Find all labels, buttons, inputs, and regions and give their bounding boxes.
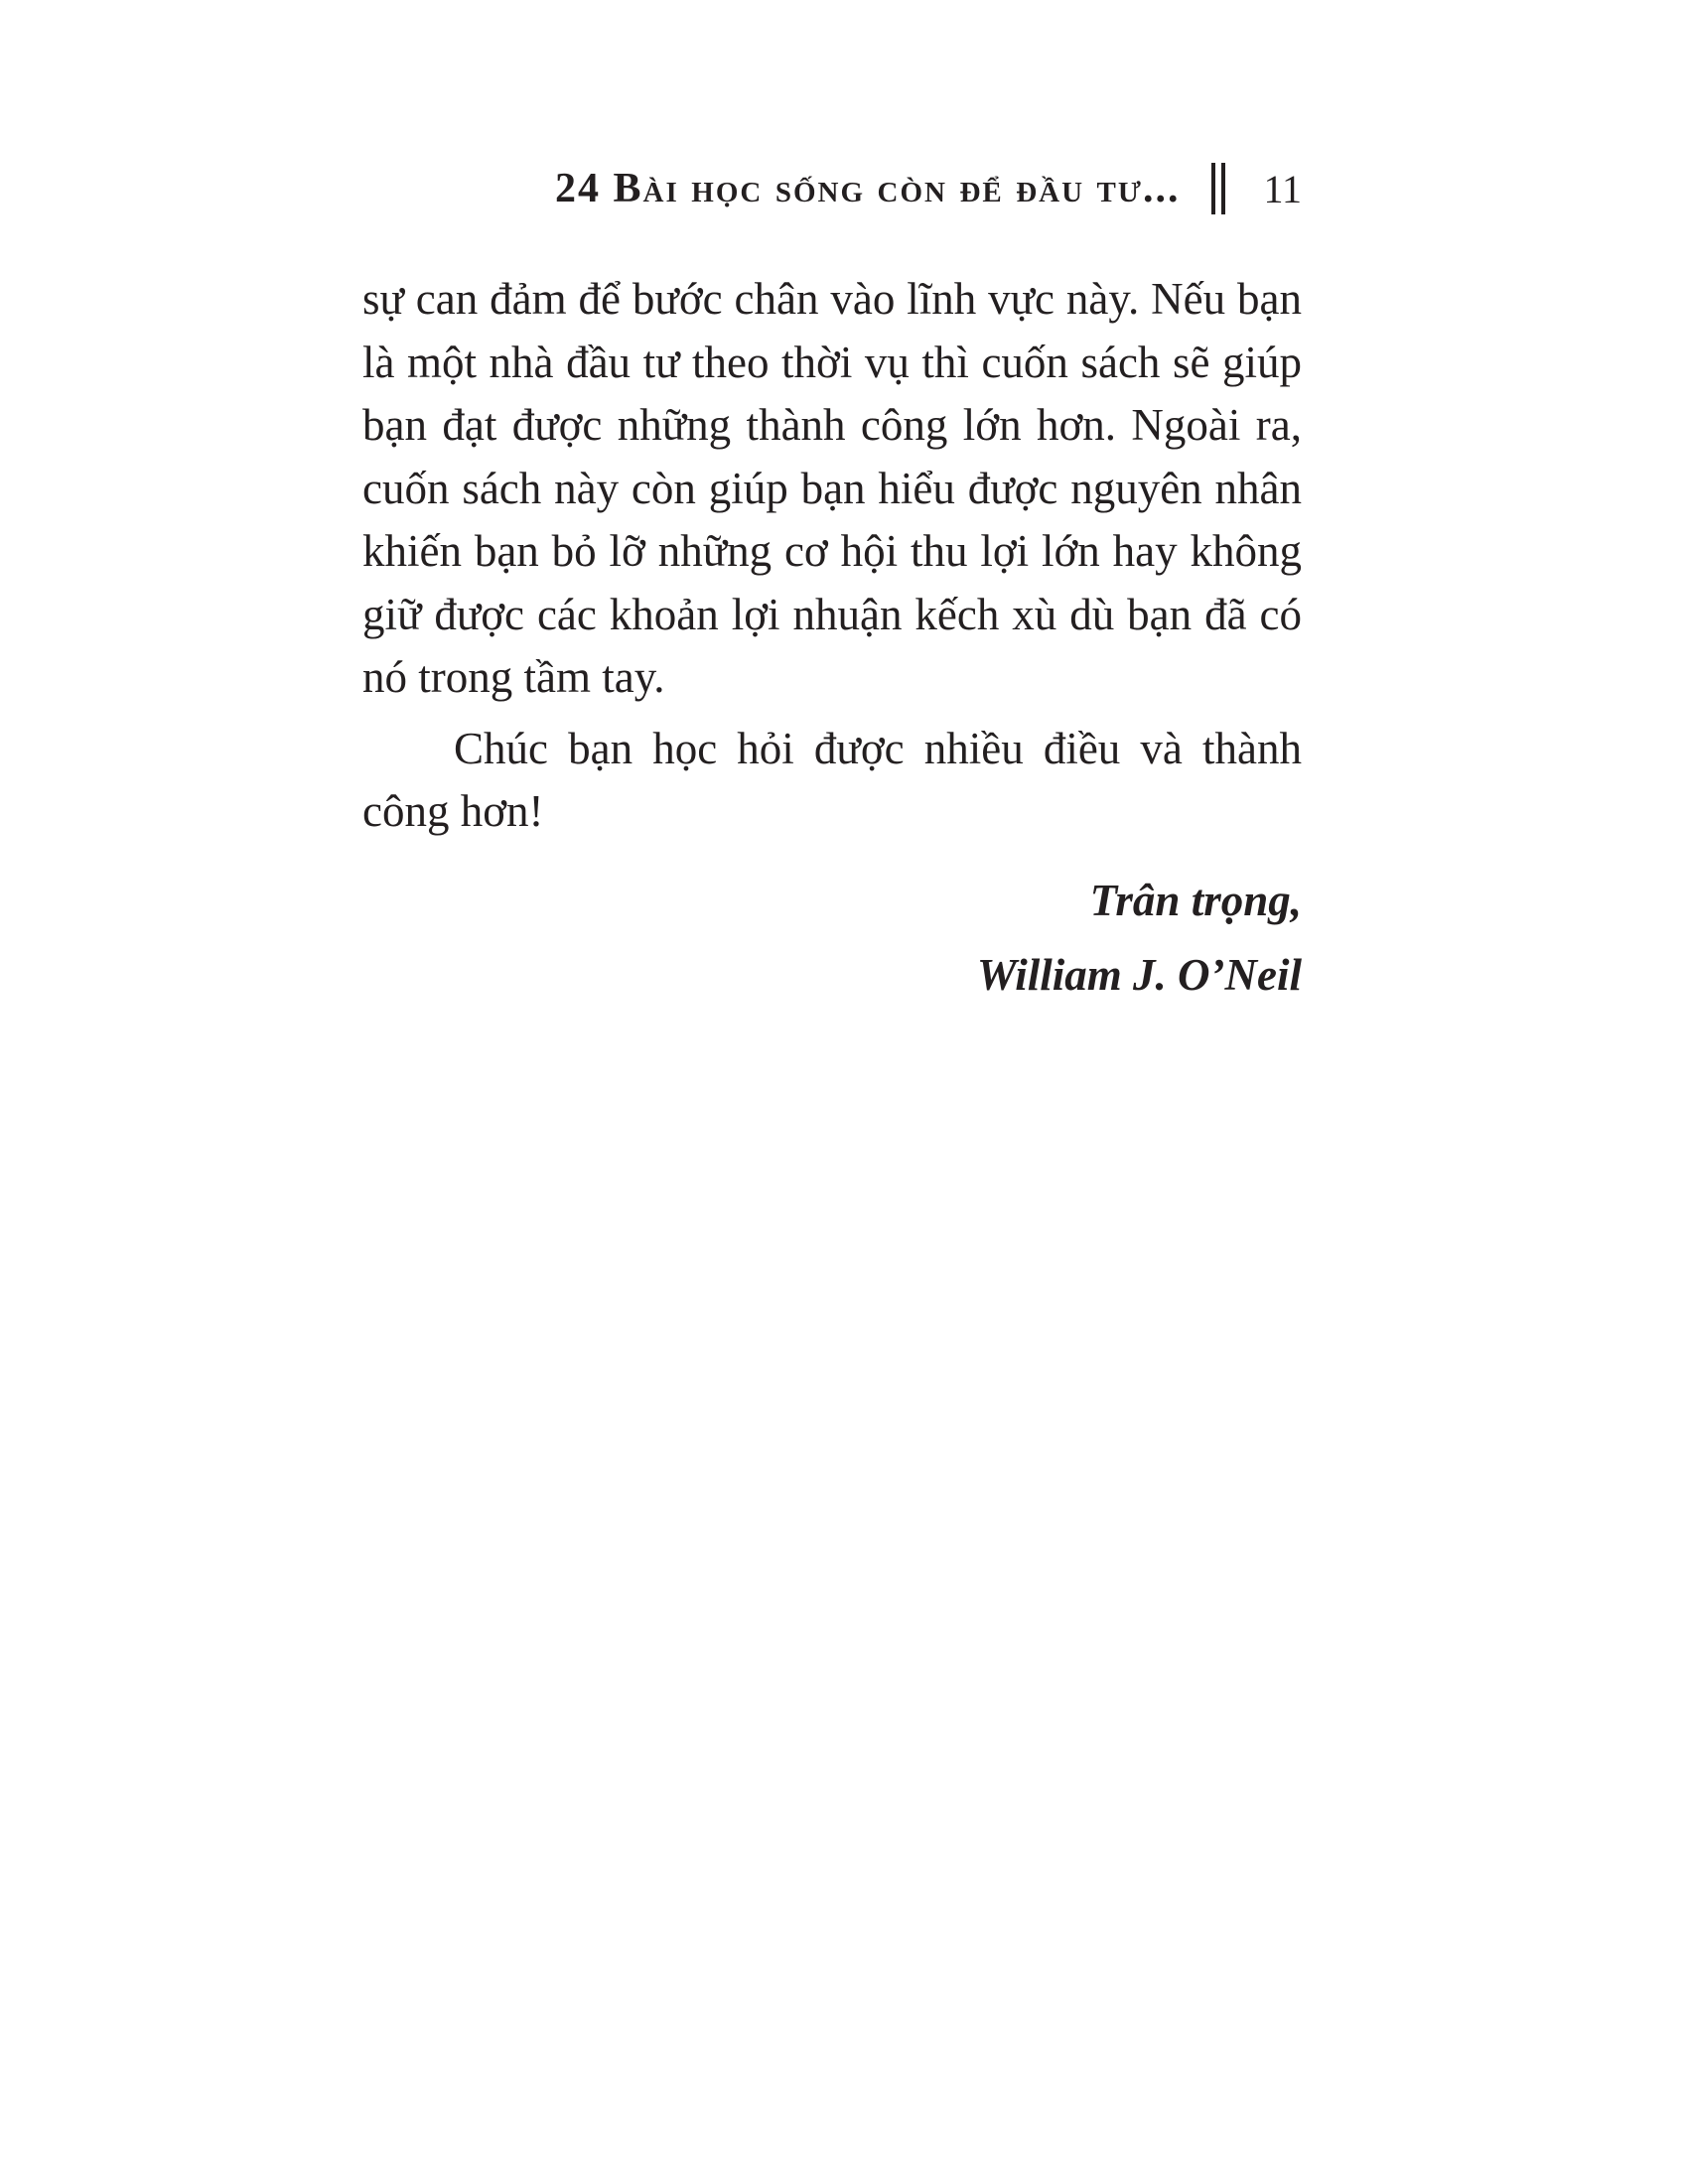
paragraph: Chúc bạn học hỏi được nhiều điều và thành công hơn! (362, 723, 1302, 836)
running-header (362, 159, 1302, 218)
signature-block (362, 864, 1302, 1013)
body-text (362, 268, 1302, 844)
author-name: William J. O’Neil (976, 950, 1302, 1000)
closing-salutation: Trân trọng, (1089, 876, 1302, 925)
header-double-rule (1211, 163, 1225, 214)
running-header-title: 24 Bài học sống còn để đầu tư... (555, 166, 1181, 211)
paragraph: sự can đảm để bước chân vào lĩnh vực này. Nếu bạn là một nhà đầu tư theo thời vụ thì cuốn sách sẽ giúp bạn đạt được những thành công lớn hơn. Ngoài ra, cuốn sách này còn giúp bạn hiểu được nguyên nhân khiến bạn bỏ lỡ những cơ hội thu lợi lớn hay không giữ được các khoản lợi nhuận kếch xù dù bạn đã có nó trong tầm tay. (362, 274, 1302, 702)
page-number: 11 (1263, 166, 1302, 211)
